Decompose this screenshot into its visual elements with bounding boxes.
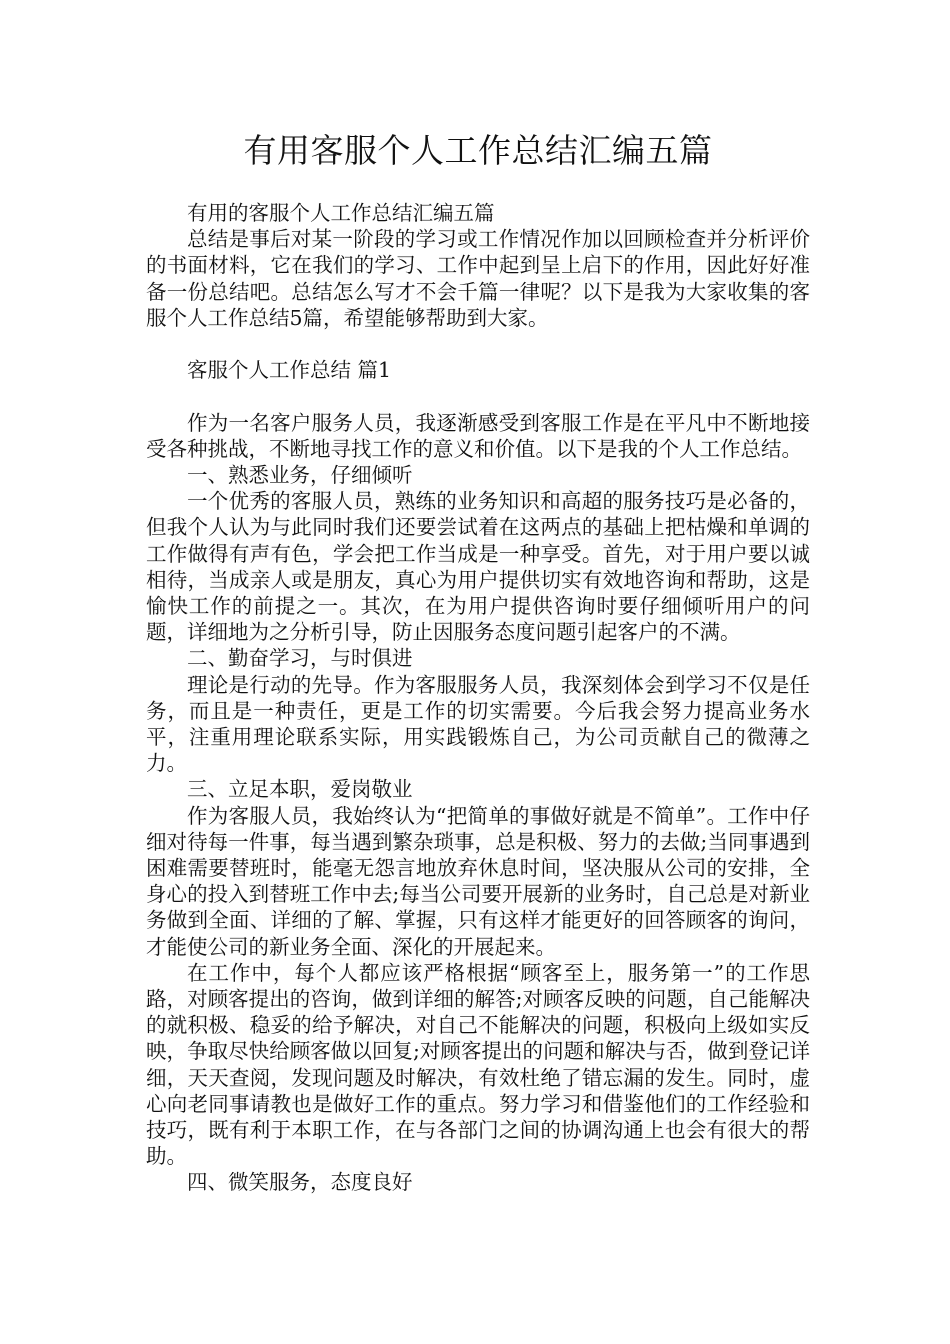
- subheading-3: 三、立足本职，爱岗敬业: [187, 777, 413, 802]
- subtitle-paragraph: 有用的客服个人工作总结汇编五篇: [187, 201, 495, 225]
- body-paragraph: 在工作中，每个人都应该严格根据“顾客至上，服务第一”的工作思路，对顾客提出的咨询，做到详细的解答;对顾客反映的问题，自己能解决的就积极、稳妥的给予解决，对自己不能解决的问题，积极向上级如实反映，争取尽快给顾客做以回复;对顾客提出的问题和解决与否，做到登记详细，天天查阅，发现问题及时解决，有效杜绝了错忘漏的发生。同时，虚心向老同事请教也是做好工作的重点。努力学习和借鉴他们的工作经验和技巧，既有利于本职工作，在与各部门之间的协调沟通上也会有很大的帮助。: [146, 960, 810, 1169]
- intro-paragraph: 总结是事后对某一阶段的学习或工作情况作加以回顾检查并分析评价的书面材料，它在我们的学习、工作中起到呈上启下的作用，因此好好准备一份总结吧。总结怎么写才不会千篇一律呢？以下是我为大家收集的客服个人工作总结5篇，希望能够帮助到大家。: [146, 227, 810, 330]
- section-heading-part1: 客服个人工作总结 篇1: [187, 358, 392, 383]
- document-title: 有用客服个人工作总结汇编五篇: [243, 131, 713, 170]
- document-page: [146, 0, 810, 1196]
- body-paragraph: 作为一名客户服务人员，我逐渐感受到客服工作是在平凡中不断地接受各种挑战，不断地寻找工作的意义和价值。以下是我的个人工作总结。: [146, 410, 810, 461]
- body-paragraph: 作为客服人员，我始终认为“把简单的事做好就是不简单”。工作中仔细对待每一件事，每当遇到繁杂琐事，总是积极、努力的去做;当同事遇到困难需要替班时，能毫无怨言地放弃休息时间，坚决服从公司的安排，全身心的投入到替班工作中去;每当公司要开展新的业务时，自己总是对新业务做到全面、详细的了解、掌握，只有这样才能更好的回答顾客的询问，才能使公司的新业务全面、深化的开展起来。: [146, 803, 810, 959]
- subheading-1: 一、熟悉业务，仔细倾听: [187, 463, 413, 487]
- subheading-2: 二、勤奋学习，与时俱进: [187, 646, 413, 671]
- body-paragraph: 理论是行动的先导。作为客服服务人员，我深刻体会到学习不仅是任务，而且是一种责任，更是工作的切实需要。今后我会努力提高业务水平，注重用理论联系实际，用实践锻炼自己，为公司贡献自己的微薄之力。: [146, 672, 810, 776]
- subheading-4: 四、微笑服务，态度良好: [187, 1170, 413, 1195]
- body-paragraph: 一个优秀的客服人员，熟练的业务知识和高超的服务技巧是必备的，但我个人认为与此同时我们还要尝试着在这两点的基础上把枯燥和单调的工作做得有声有色，学会把工作当成是一种享受。首先，对于用户要以诚相待，当成亲人或是朋友，真心为用户提供切实有效地咨询和帮助，这是愉快工作的前提之一。其次，在为用户提供咨询时要仔细倾听用户的问题，详细地为之分析引导，防止因服务态度问题引起客户的不满。: [146, 489, 810, 645]
- document-body: [146, 200, 810, 1196]
